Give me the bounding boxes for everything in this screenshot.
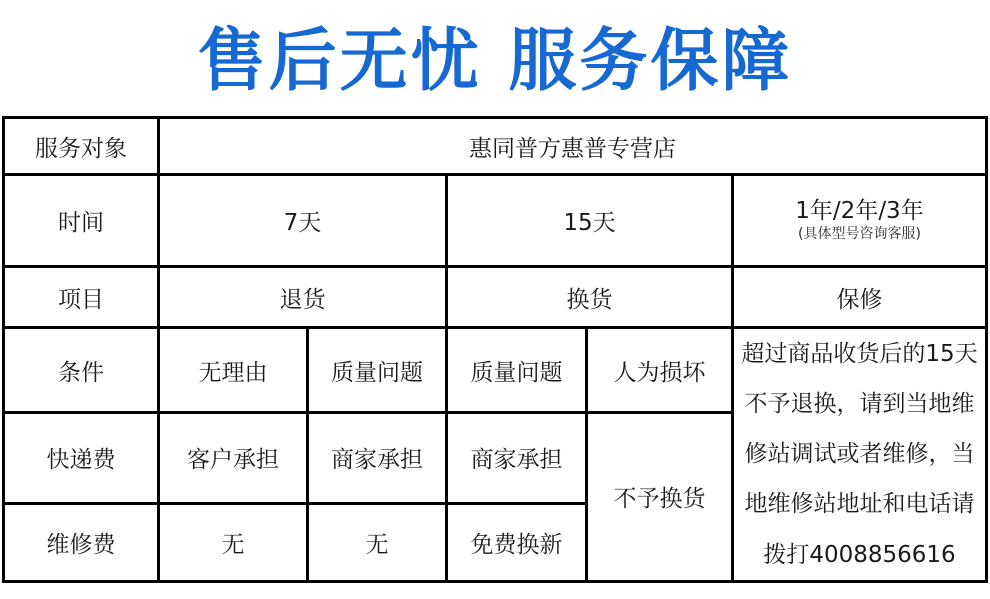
item-exchange-cell: 换货 — [447, 267, 733, 328]
item-warranty-cell: 保修 — [733, 267, 987, 328]
warranty-years-text: 1年/2年/3年 — [795, 197, 924, 224]
item-return-cell: 退货 — [159, 267, 447, 328]
row-label-item: 项目 — [4, 267, 159, 328]
shipping-customer-pays-cell: 客户承担 — [159, 413, 308, 504]
row-label-condition: 条件 — [4, 328, 159, 413]
service-guarantee-table — [2, 116, 988, 583]
repair-free-replacement-cell: 免费换新 — [447, 503, 587, 581]
table-row-time — [4, 175, 987, 267]
row-label-shipping-fee: 快递费 — [4, 413, 159, 504]
page-title: 售后无忧 服务保障 — [197, 22, 793, 101]
table-row-service-target — [4, 118, 987, 175]
condition-quality-exchange-cell: 质量问题 — [447, 328, 587, 413]
condition-no-reason-cell: 无理由 — [159, 328, 308, 413]
shipping-merchant-pays-return-cell: 商家承担 — [308, 413, 447, 504]
no-exchange-cell: 不予换货 — [587, 413, 733, 582]
row-label-service-target: 服务对象 — [4, 118, 159, 175]
shipping-merchant-pays-exchange-cell: 商家承担 — [447, 413, 587, 504]
time-warranty-cell — [733, 175, 987, 267]
table-row-condition — [4, 328, 987, 413]
repair-none-return-cell: 无 — [159, 503, 308, 581]
service-target-value: 惠同普方惠普专营店 — [159, 118, 987, 175]
time-return-cell: 7天 — [159, 175, 447, 267]
time-exchange-cell: 15天 — [447, 175, 733, 267]
repair-none-exchange-cell: 无 — [308, 503, 447, 581]
table-row-item — [4, 267, 987, 328]
warranty-consult-note: (具体型号咨询客服) — [798, 226, 921, 243]
condition-quality-return-cell: 质量问题 — [308, 328, 447, 413]
row-label-repair-fee: 维修费 — [4, 503, 159, 581]
row-label-time: 时间 — [4, 175, 159, 267]
warranty-policy-note: 超过商品收货后的15天不予退换，请到当地维修站调试或者维修，当地维修站地址和电话请拨打4008856616 — [733, 328, 987, 582]
condition-human-damage-cell: 人为损坏 — [587, 328, 733, 413]
